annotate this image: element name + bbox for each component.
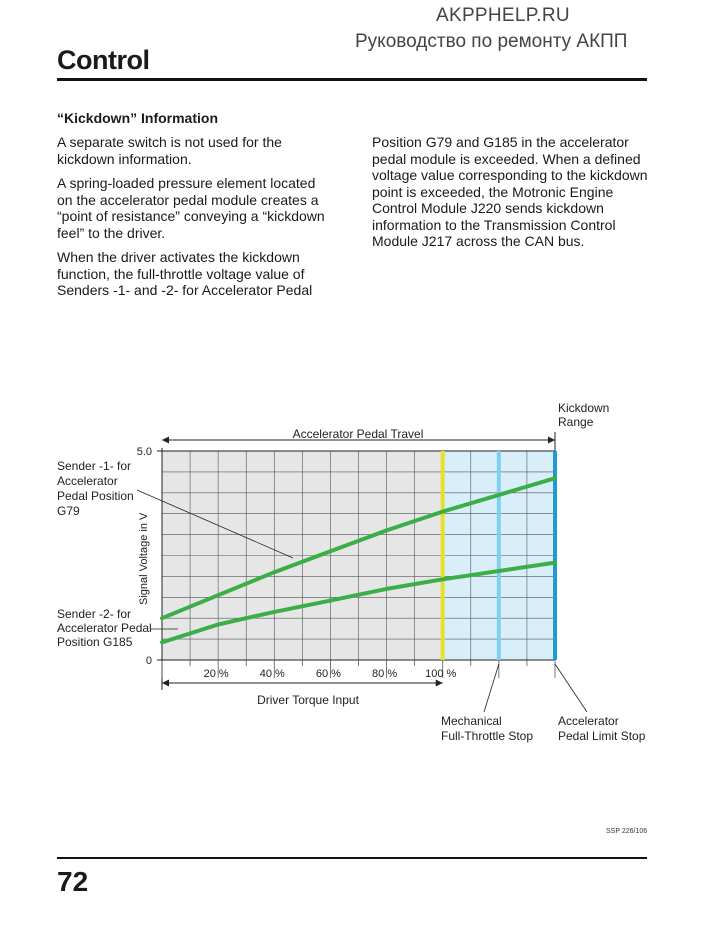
- mechanical-stop-label: Full-Throttle Stop: [441, 729, 534, 743]
- x-tick-label: 60 %: [315, 668, 341, 680]
- y-axis-label: Signal Voltage in V: [138, 512, 150, 605]
- mechanical-stop-label: Mechanical: [441, 714, 502, 728]
- arrow-head: [162, 680, 169, 687]
- sender1-label: Accelerator: [57, 474, 118, 488]
- arrow-head: [548, 437, 555, 444]
- y-tick-label: 0: [145, 655, 152, 667]
- limit-stop-label: Pedal Limit Stop: [558, 729, 646, 743]
- sender2-label: Position G185: [57, 635, 133, 649]
- x-tick-label: 20 %: [203, 668, 229, 680]
- arrow-head: [436, 680, 443, 687]
- paragraph: A spring-loaded pressure element located on the accelerator pedal module creates a “point of resistance” conveying a “kickdown feel” to the driver.: [57, 175, 325, 241]
- y-tick-label: 5.0: [136, 446, 152, 458]
- section-heading: “Kickdown” Information: [57, 110, 218, 126]
- paragraph: When the driver activates the kickdown function, the full-throttle voltage value of Senders -1- and -2- for Accelerator Pedal: [57, 249, 313, 298]
- leader-line-limit: [555, 664, 587, 712]
- page-title: Control: [57, 45, 150, 75]
- x-tick-label: 80 %: [372, 668, 398, 680]
- limit-stop-label: Accelerator: [558, 714, 619, 728]
- x-tick-label: 40 %: [259, 668, 285, 680]
- sender1-label: G79: [57, 504, 80, 518]
- sender2-label: Sender -2- for: [57, 607, 132, 621]
- footer-rule: [57, 857, 647, 859]
- sender1-label: Sender -1- for: [57, 459, 132, 473]
- paragraph: Position G79 and G185 in the accelerator pedal module is exceeded. When a defined voltage value corresponding to the kickdown point is exceeded, the Motronic Engine Control Module J220 sends kickdown information to the Transmission Control Module J217 across the CAN bus.: [372, 134, 648, 249]
- x-axis-label: Driver Torque Input: [257, 693, 359, 707]
- watermark-site: AKPPHELP.RU: [436, 5, 570, 26]
- figure-reference: SSP 226/106: [606, 828, 648, 835]
- leader-line-mechanical: [484, 664, 499, 712]
- watermark-subtitle: Руководство по ремонту АКПП: [355, 31, 628, 52]
- x-tick-label: 100 %: [425, 668, 457, 680]
- sender2-label: Accelerator Pedal: [57, 621, 152, 635]
- kickdown-range-label: Range: [558, 415, 594, 429]
- kickdown-range-label: Kickdown: [558, 401, 610, 415]
- page-number: 72: [57, 866, 89, 897]
- pedal-travel-label: Accelerator Pedal Travel: [292, 427, 424, 441]
- arrow-head: [162, 437, 169, 444]
- paragraph: A separate switch is not used for the kickdown information.: [57, 134, 282, 167]
- sender1-label: Pedal Position: [57, 489, 134, 503]
